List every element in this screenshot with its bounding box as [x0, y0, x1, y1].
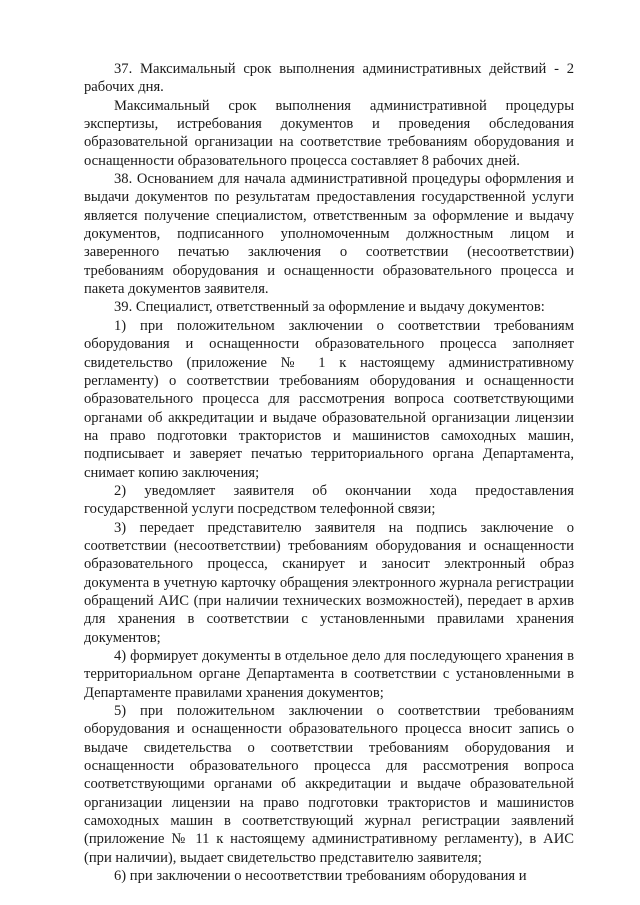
list-item-5: 5) при положительном заключении о соответствии требованиям оборудования и оснащенности образовательного процесса вносит запись о выдаче свидетельства о соответствии требованиям оборудования и оснащенности образовательного процесса для рассмотрения вопроса соответствующими органами об аккредитации и выдаче образовательной организации лицензии на право подготовки трактористов и машинистов самоходных машин в соответствующий журнал регистрации заявлений (приложение № 11 к настоящему административному регламенту), в АИС (при наличии), выдает свидетельство представителю заявителя; — [84, 703, 574, 866]
list-item-2: 2) уведомляет заявителя об окончании хода предоставления государственной услуги посредством телефонной связи; — [84, 482, 574, 518]
list-item-6: 6) при заключении о несоответствии требованиям оборудования и — [114, 868, 527, 885]
list-item-3: 3) передает представителю заявителя на подпись заключение о соответствии (несоответствии) требованиям оборудования и оснащенности образовательного процесса, сканирует и заносит электронный образ документа в учетную карточку обращения электронного журнала регистрации обращений АИС (при наличии технических возможностей), передает в архив для хранения в соответствии с установленными правилами хранения документов; — [84, 519, 574, 646]
document-body — [84, 60, 574, 885]
list-item-1: 1) при положительном заключении о соответствии требованиям оборудования и оснащенности образовательного процесса заполняет свидетельство (приложение № 1 к настоящему административному регламенту) о соответствии требованиям оборудования и оснащенности образовательного процесса для рассмотрения вопроса соответствующими органами об аккредитации и выдаче образовательной организации лицензии на право подготовки трактористов и машинистов самоходных машин, подписывает и заверяет печатью территориального органа Департамента, снимает копию заключения; — [84, 317, 574, 481]
paragraph-39: 39. Специалист, ответственный за оформление и выдачу документов: — [114, 299, 545, 316]
paragraph-38: 38. Основанием для начала административной процедуры оформления и выдачи документов по результатам предоставления государственной услуги является получение специалистом, ответственным за оформление и выдачу документов, подписанного уполномоченным должностным лицом и заверенного печатью заключения о соответствии (несоответствии) требованиям оборудования и оснащенности образовательного процесса и пакета документов заявителя. — [84, 171, 574, 298]
paragraph-37-procedure-term: Максимальный срок выполнения административной процедуры экспертизы, истребования документов и проведения обследования образовательной организации на соответствие требованиям оборудования и оснащенности образовательного процесса составляет 8 рабочих дней. — [84, 97, 574, 169]
paragraph-37: 37. Максимальный срок выполнения административных действий - 2 рабочих дня. — [84, 61, 574, 96]
list-item-4: 4) формирует документы в отдельное дело для последующего хранения в территориальном органе Департамента в соответствии с установленными в Департаменте правилами хранения документов; — [84, 648, 574, 701]
